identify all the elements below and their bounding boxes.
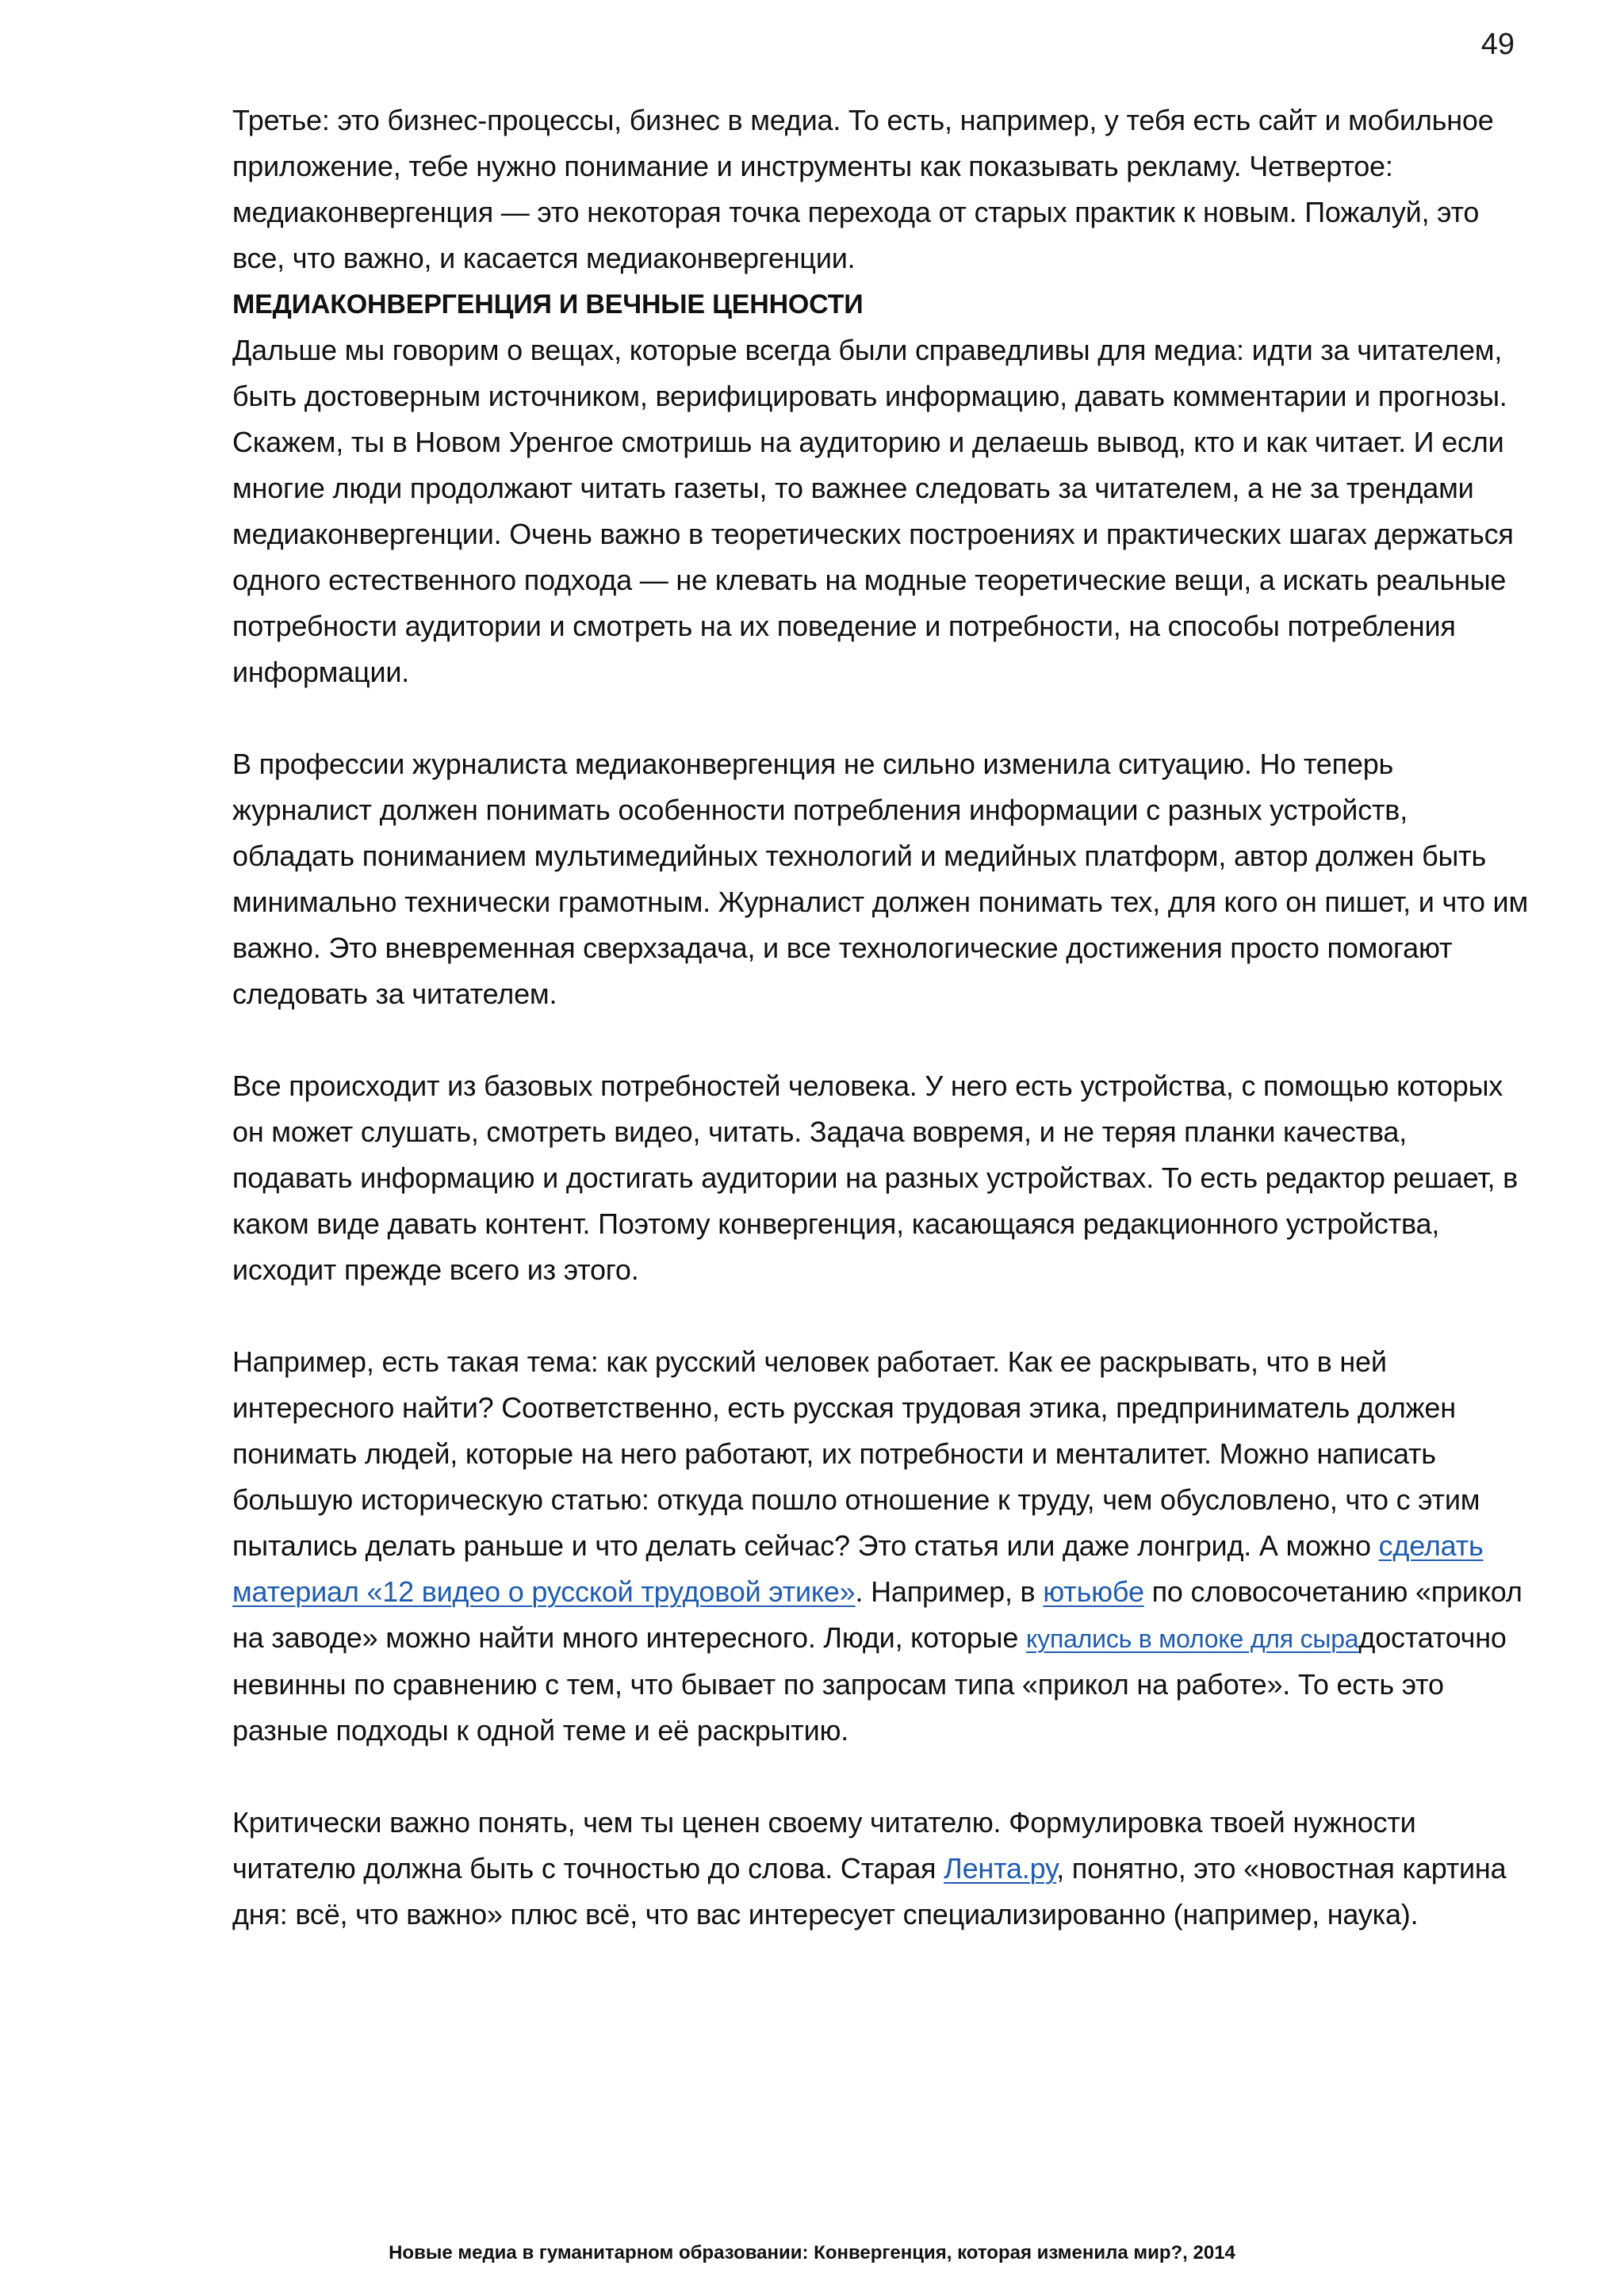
paragraph-5 [232, 1800, 1533, 1938]
link-12-videos[interactable]: сделать материал «12 видео о русской трудовой этике» [232, 1529, 1484, 1608]
section-heading: МЕДИАКОНВЕРГЕНЦИЯ И ВЕЧНЫЕ ЦЕННОСТИ [232, 289, 864, 320]
paragraph-5-text-1: Критически важно понять, чем ты ценен своему читателю. Формулировка твоей нужности читателю должна быть с точностью до слова. Старая [232, 1806, 1416, 1885]
paragraph-4-text-3: по словосочетанию «прикол на заводе» можно найти много интересного. Люди, которые [232, 1575, 1522, 1654]
link-milk-bath[interactable]: купались в молоке для сыра [1025, 1624, 1359, 1653]
page-footer: Новые медиа в гуманитарном образовании: Конвергенция, которая изменила мир?, 2014 [389, 2242, 1235, 2263]
paragraph-5-text-2: , понятно, это «новостная картина дня: всё, что важно» плюс всё, что вас интересует специализированно (например, наука). [232, 1852, 1507, 1931]
document-body [232, 98, 1533, 1938]
page-number: 49 [1480, 28, 1515, 61]
link-lenta-ru[interactable]: Лента.ру [944, 1852, 1057, 1885]
paragraph-2: В профессии журналиста медиаконвергенция не сильно изменила ситуацию. Но теперь журналист должен понимать особенности потребления информации с разных устройств, обладать пониманием мультимедийных технологий и медийных платформ, автор должен быть минимально технически грамотным. Журналист должен понимать тех, для кого он пишет, и что им важно. Это вневременная сверхзадача, и все технологические достижения просто помогают следовать за читателем. [232, 748, 1529, 1010]
paragraph-4-text-4: достаточно невинны по сравнению с тем, что бывает по запросам типа «прикол на работе». То есть это разные подходы к одной теме и её раскрытию. [232, 1621, 1507, 1747]
paragraph-4 [232, 1339, 1533, 1754]
link-youtube[interactable]: ютьюбе [1043, 1575, 1144, 1608]
paragraph-1: Дальше мы говорим о вещах, которые всегда были справедливы для медиа: идти за читателем, быть достоверным источником, верифицировать информацию, давать комментарии и прогнозы. Скажем, ты в Новом Уренгое смотришь на аудиторию и делаешь вывод, кто и как читает. И если многие люди продолжают читать газеты, то важнее следовать за читателем, а не за трендами медиаконвергенции. Очень важно в теоретических построениях и практических шагах держаться одного естественного подхода — не клевать на модные теоретические вещи, а искать реальные потребности аудитории и смотреть на их поведение и потребности, на способы потребления информации. [232, 334, 1514, 688]
paragraph-3: Все происходит из базовых потребностей человека. У него есть устройства, с помощью которых он может слушать, смотреть видео, читать. Задача вовремя, и не теряя планки качества, подавать информацию и достигать аудитории на разных устройствах. То есть редактор решает, в каком виде давать контент. Поэтому конвергенция, касающаяся редакционного устройства, исходит прежде всего из этого. [232, 1070, 1519, 1286]
intro-paragraph: Третье: это бизнес-процессы, бизнес в медиа. То есть, например, у тебя есть сайт и мобильное приложение, тебе нужно понимание и инструменты как показывать рекламу. Четвертое: медиаконвергенция — это некоторая точка перехода от старых практик к новым. Пожалуй, это все, что важно, и касается медиаконвергенции. [232, 104, 1494, 274]
paragraph-4-text-2: . Например, в [855, 1575, 1044, 1608]
paragraph-4-text-1: Например, есть такая тема: как русский человек работает. Как ее раскрывать, что в ней интересного найти? Соответственно, есть русская трудовая этика, предприниматель должен понимать людей, которые на него работают, их потребности и менталитет. Можно написать большую историческую статью: откуда пошло отношение к труду, чем обусловлено, что с этим пытались делать раньше и что делать сейчас? Это статья или даже лонгрид. А можно [232, 1345, 1480, 1562]
